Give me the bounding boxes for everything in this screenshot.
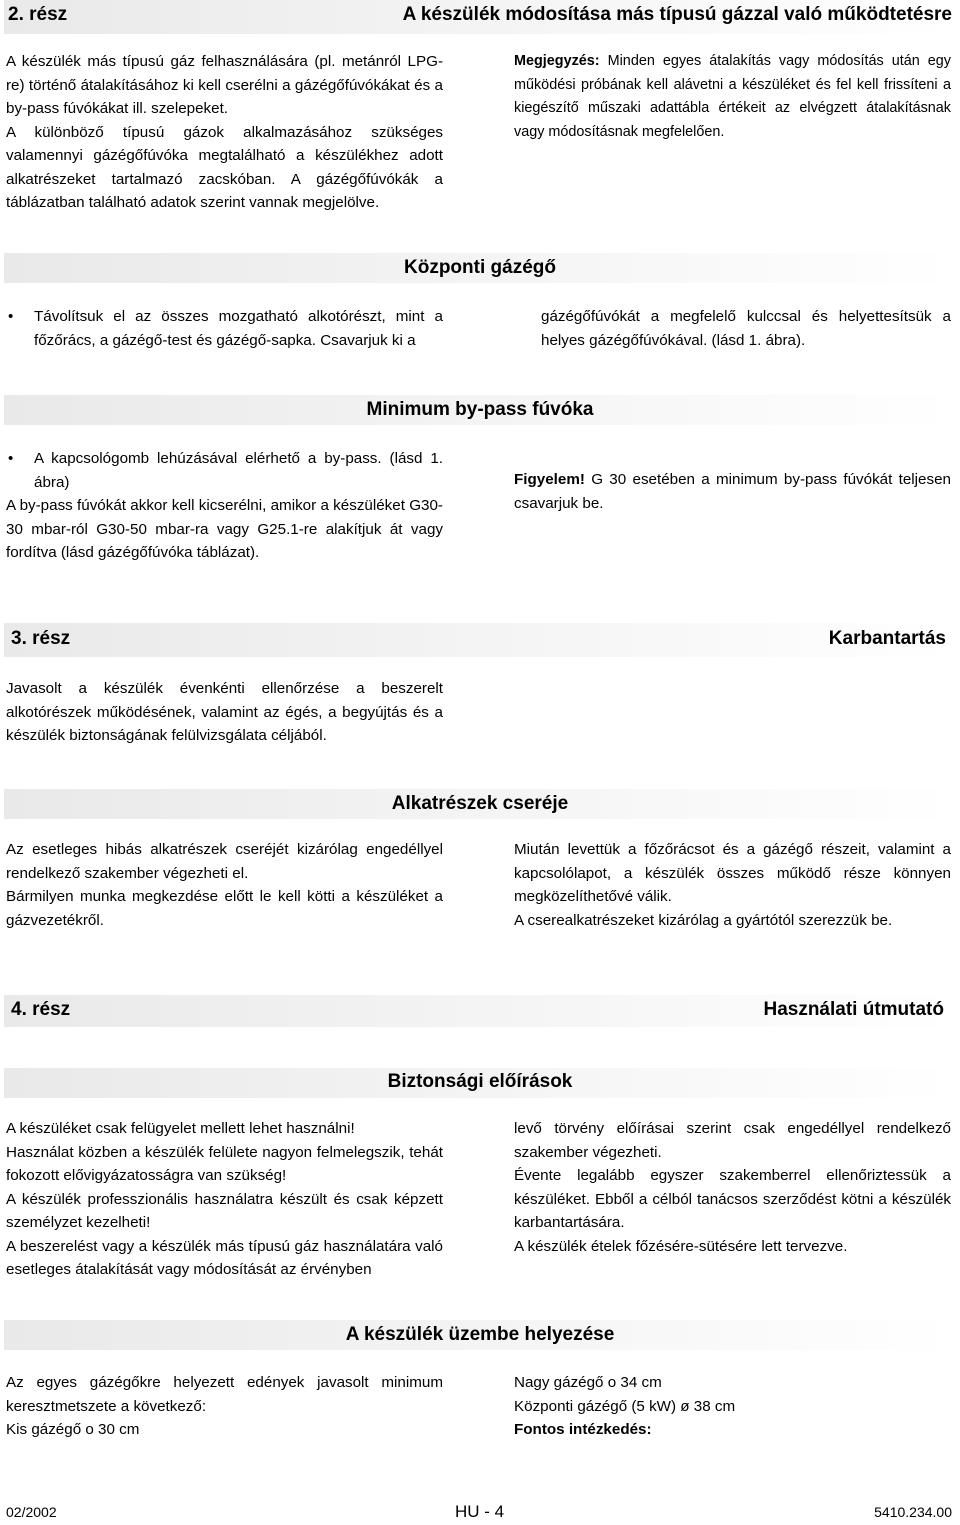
parts-right-p1: Miután levettük a főzőrácsot és a gázégő részeit, valamint a kapcsolólapot, a készülék összes működő része könnyen megközelíthetővé válik. bbox=[514, 841, 951, 905]
bypass-left bbox=[6, 447, 443, 565]
safety-left-p2: Használat közben a készülék felülete nagyon felmelegszik, tehát fokozott elővigyázatosságra van szükség! bbox=[6, 1143, 443, 1184]
part3-text bbox=[6, 677, 443, 748]
part2-title: A készülék módosítása más típusú gázzal való működtetésre bbox=[402, 4, 952, 25]
bypass-bullet-text: A kapcsológomb lehúzásával elérhető a by-pass. (lásd 1. ábra) bbox=[34, 450, 443, 491]
part3-label: 3. rész bbox=[11, 628, 71, 649]
part2-note bbox=[514, 50, 951, 144]
footer-code: 5410.234.00 bbox=[874, 1504, 952, 1520]
safety-right-p2: Évente legalább egyszer szakemberrel ellenőriztessük a készüléket. Ebből a célból tanácsos szerződést kötni a készülék karbantartására. bbox=[514, 1167, 951, 1231]
parts-left bbox=[6, 838, 443, 932]
part2-intro-p1: A készülék más típusú gáz felhasználására (pl. metánról LPG-re) történő átalakításához ki kell cserélni a gázégőfúvókákat és a by-pass fúvókákat ill. szelepeket. bbox=[6, 53, 443, 117]
part2-intro bbox=[6, 50, 443, 215]
bypass-text: A by-pass fúvókát akkor kell kicserélni, amikor a készüléket G30-30 mbar-ról G30-50 mbar-ra vagy G25.1-re alakítjuk át vagy fordítva (lásd gázégőfúvóka táblázat). bbox=[6, 497, 443, 561]
safety-right-p1: levő törvény előírásai szerint csak engedéllyel rendelkező szakember végezheti. bbox=[514, 1120, 951, 1161]
startup-intro: Az egyes gázégőkre helyezett edények javasolt minimum keresztmetszete a következő: bbox=[6, 1374, 443, 1415]
central-burner-left bbox=[6, 305, 443, 352]
part4-title: Használati útmutató bbox=[763, 999, 944, 1020]
safety-right-p3: A készülék ételek főzésére-sütésére lett tervezve. bbox=[514, 1237, 848, 1255]
parts-right bbox=[514, 838, 951, 932]
parts-left-p2: Bármilyen munka megkezdése előtt le kell kötti a készüléket a gázvezetékről. bbox=[6, 888, 443, 929]
warning-label: Figyelem! bbox=[514, 471, 585, 488]
startup-left bbox=[6, 1371, 443, 1442]
safety-left-p1: A készüléket csak felügyelet mellett lehet használni! bbox=[6, 1120, 355, 1137]
startup-large-burner: Nagy gázégő o 34 cm bbox=[514, 1374, 662, 1391]
startup-small-burner: Kis gázégő o 30 cm bbox=[6, 1421, 140, 1438]
note-text: Minden egyes átalakítás vagy módosítás után egy működési próbának kell alávetni a készüléket és fel kell frissíteni a kiegészítő műszaki adattábla értékeit az elvégzett átalakításnak vagy módosításnak megfelelően. bbox=[514, 53, 952, 140]
footer-page: HU - 4 bbox=[455, 1502, 505, 1521]
warning-text: G 30 esetében a minimum by-pass fúvókát teljesen csavarjuk be. bbox=[514, 471, 951, 512]
parts-left-p1: Az esetleges hibás alkatrészek cseréjét kizárólag engedéllyel rendelkező szakember végezheti el. bbox=[6, 841, 443, 882]
central-burner-right bbox=[541, 305, 951, 352]
part4-label: 4. rész bbox=[11, 999, 71, 1020]
central-burner-left-text: Távolítsuk el az összes mozgatható alkotórészt, mint a főzőrács, a gázégő-test és gázégő-sapka. Csavarjuk ki a bbox=[34, 308, 443, 349]
part2-intro-p2: A különböző típusú gázok alkalmazásához szükséges valamennyi gázégőfúvóka megtalálható a készülékhez adott alkatrészeket tartalmazó zacskóban. A gázégőfúvókák a táblázatban található adatok szerint vannak megjelölve. bbox=[6, 123, 443, 211]
safety-left-p4: A beszerelést vagy a készülék más típusú gáz használatára való esetleges átalakítását vagy módosítását az érvényben bbox=[6, 1237, 443, 1278]
bullet-icon: • bbox=[8, 450, 14, 467]
part2-label: 2. rész bbox=[8, 4, 68, 25]
safety-left-p3: A készülék professzionális használatra készült és csak képzett személyzet kezelheti! bbox=[6, 1190, 443, 1231]
note-label: Megjegyzés: bbox=[514, 53, 600, 69]
bullet-icon: • bbox=[8, 308, 14, 325]
central-burner-title: Központi gázégő bbox=[404, 257, 556, 278]
safety-title: Biztonsági előírások bbox=[387, 1071, 573, 1092]
parts-right-p2: A cserealkatrészeket kizárólag a gyártótól szerezzük be. bbox=[514, 911, 893, 929]
part3-title: Karbantartás bbox=[828, 628, 946, 649]
bypass-warning bbox=[514, 468, 951, 515]
startup-title: A készülék üzembe helyezése bbox=[345, 1324, 615, 1345]
startup-important: Fontos intézkedés: bbox=[514, 1421, 652, 1438]
safety-right bbox=[514, 1117, 951, 1258]
part3-text-p: Javasolt a készülék évenkénti ellenőrzése a beszerelt alkotórészek működésének, valamint az égés, a begyújtás és a készülék biztonságának felülvizsgálata céljából. bbox=[6, 680, 443, 744]
part3-header-bar bbox=[4, 623, 956, 657]
central-burner-right-text: gázégőfúvókát a megfelelő kulccsal és helyettesítsük a helyes gázégőfúvókával. (lásd 1. ábra). bbox=[541, 308, 951, 349]
startup-central-burner: Központi gázégő (5 kW) ø 38 cm bbox=[514, 1397, 736, 1415]
parts-title: Alkatrészek cseréje bbox=[391, 793, 569, 814]
safety-left bbox=[6, 1117, 443, 1282]
footer-date: 02/2002 bbox=[6, 1504, 57, 1520]
bypass-title: Minimum by-pass fúvóka bbox=[366, 399, 594, 420]
startup-right bbox=[514, 1371, 951, 1442]
